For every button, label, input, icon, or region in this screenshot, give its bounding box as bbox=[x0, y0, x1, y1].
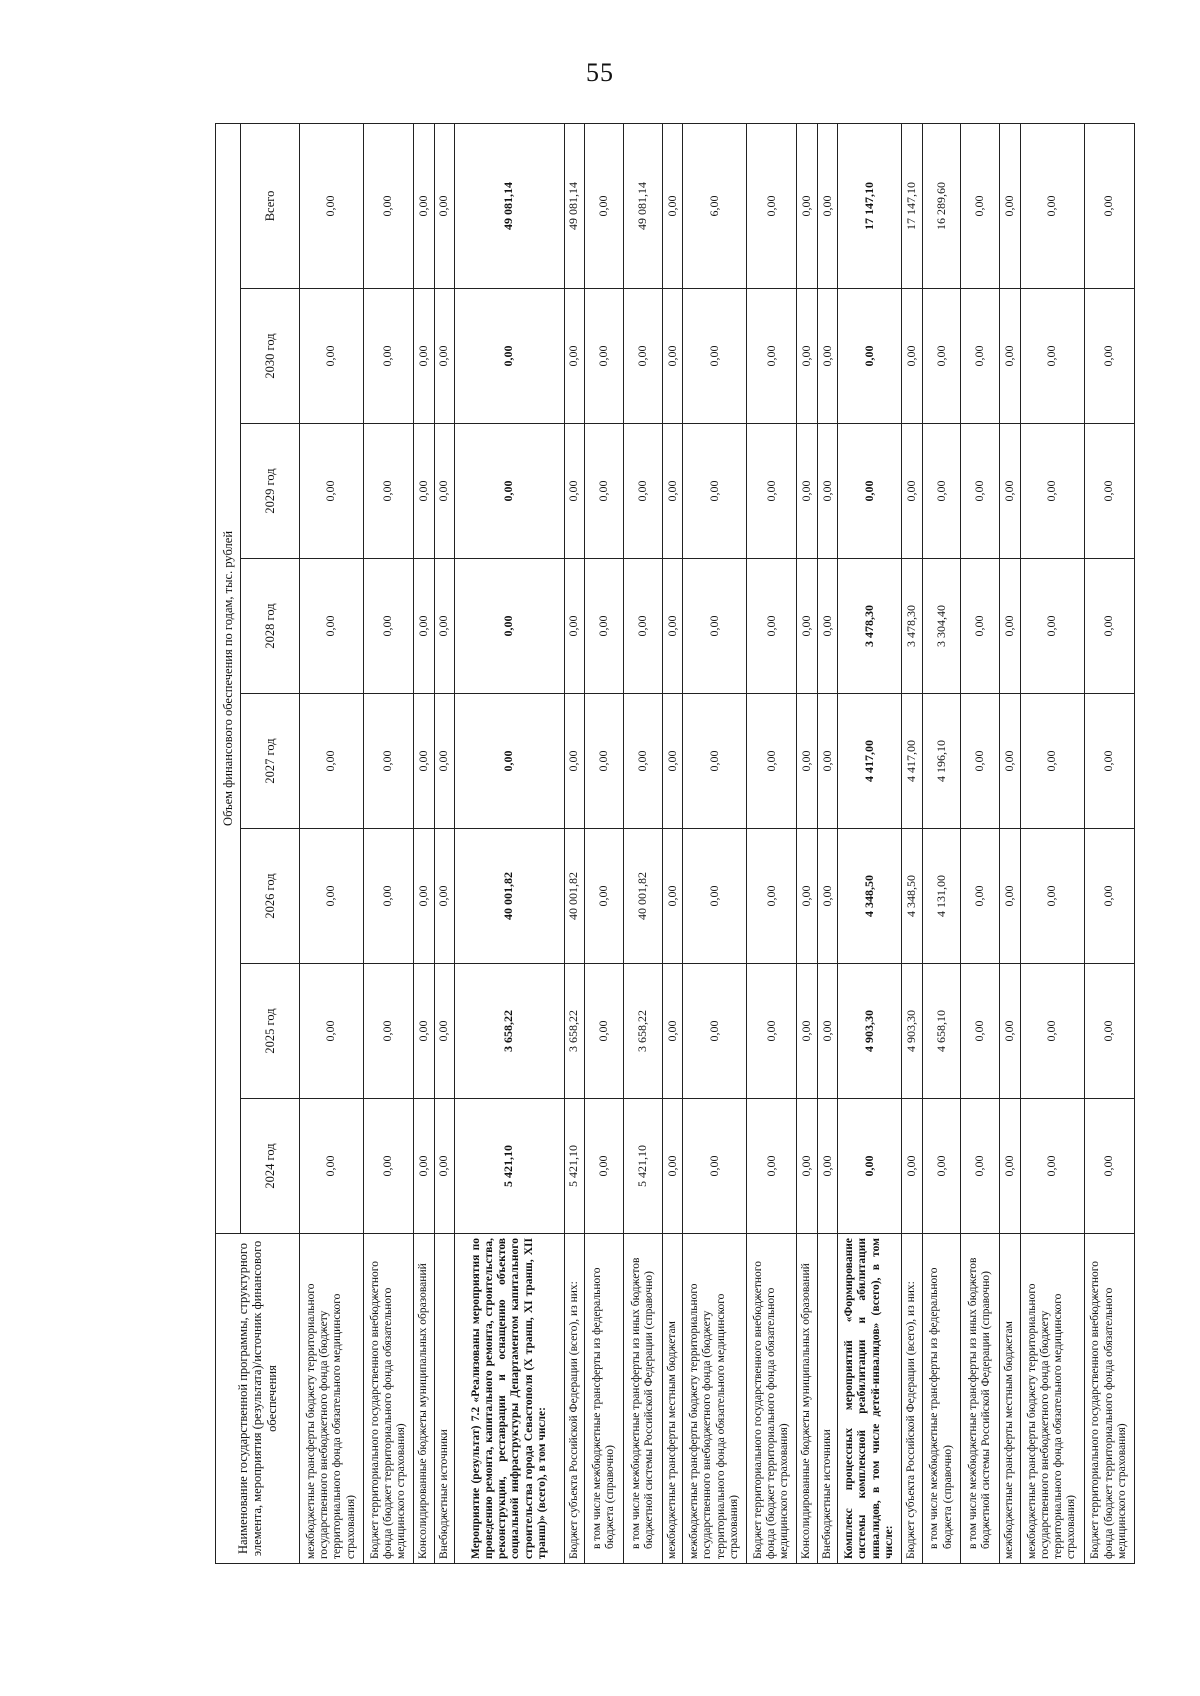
cell-value: 0,00 bbox=[683, 424, 747, 559]
cell-value: 0,00 bbox=[817, 694, 838, 829]
cell-value: 0,00 bbox=[585, 424, 624, 559]
cell-value: 0,00 bbox=[363, 289, 413, 424]
cell-value: 0,00 bbox=[623, 694, 662, 829]
cell-value: 40 001,82 bbox=[564, 829, 585, 964]
cell-value: 0,00 bbox=[300, 829, 364, 964]
cell-value: 0,00 bbox=[922, 289, 961, 424]
cell-value: 0,00 bbox=[413, 964, 434, 1099]
cell-value: 0,00 bbox=[1084, 694, 1134, 829]
table-row bbox=[662, 123, 683, 1563]
table-row bbox=[961, 123, 1000, 1563]
cell-value: 40 001,82 bbox=[623, 829, 662, 964]
cell-value: 0,00 bbox=[747, 1099, 797, 1234]
cell-value: 4 131,00 bbox=[922, 829, 961, 964]
cell-value: 3 478,30 bbox=[838, 559, 902, 694]
cell-value: 0,00 bbox=[434, 964, 455, 1099]
column-header-year: 2028 год bbox=[241, 559, 300, 694]
cell-total: 0,00 bbox=[363, 123, 413, 288]
cell-value: 0,00 bbox=[1000, 829, 1021, 964]
cell-value: 0,00 bbox=[1000, 1099, 1021, 1234]
table-row bbox=[1084, 123, 1134, 1563]
row-label: в том числе межбюджетные трансферты из иных бюджетов бюджетной системы Российской Федерации (справочно) bbox=[623, 1234, 662, 1564]
cell-value: 0,00 bbox=[817, 289, 838, 424]
row-label: в том числе межбюджетные трансферты из федерального бюджета (справочно) bbox=[585, 1234, 624, 1564]
cell-value: 0,00 bbox=[413, 289, 434, 424]
table-row bbox=[455, 123, 565, 1563]
table-row bbox=[300, 123, 364, 1563]
cell-value: 0,00 bbox=[683, 559, 747, 694]
cell-value: 0,00 bbox=[585, 1099, 624, 1234]
cell-value: 0,00 bbox=[1000, 964, 1021, 1099]
cell-total: 16 289,60 bbox=[922, 123, 961, 288]
row-label: Бюджет субъекта Российской Федерации (всего), из них: bbox=[902, 1234, 923, 1564]
cell-total: 17 147,10 bbox=[902, 123, 923, 288]
column-header-year: 2029 год bbox=[241, 424, 300, 559]
cell-value: 0,00 bbox=[797, 1099, 818, 1234]
row-label: в том числе межбюджетные трансферты из федерального бюджета (справочно) bbox=[922, 1234, 961, 1564]
cell-value: 0,00 bbox=[797, 559, 818, 694]
row-label: Консолидированные бюджеты муниципальных образований bbox=[797, 1234, 818, 1564]
cell-value: 0,00 bbox=[797, 694, 818, 829]
cell-value: 0,00 bbox=[300, 424, 364, 559]
cell-value: 0,00 bbox=[838, 289, 902, 424]
cell-value: 0,00 bbox=[585, 694, 624, 829]
cell-value: 3 478,30 bbox=[902, 559, 923, 694]
cell-total: 0,00 bbox=[434, 123, 455, 288]
table-row bbox=[838, 123, 902, 1563]
cell-value: 0,00 bbox=[564, 559, 585, 694]
row-label: межбюджетные трансферты бюджету территориального государственного внебюджетного фонда (бюджету территориального фонда обязательного медицинского страхования) bbox=[1020, 1234, 1084, 1564]
cell-value: 3 304,40 bbox=[922, 559, 961, 694]
cell-value: 0,00 bbox=[961, 964, 1000, 1099]
cell-value: 0,00 bbox=[585, 559, 624, 694]
cell-total: 0,00 bbox=[413, 123, 434, 288]
cell-total: 0,00 bbox=[1000, 123, 1021, 288]
cell-total: 6,00 bbox=[683, 123, 747, 288]
cell-value: 0,00 bbox=[747, 289, 797, 424]
cell-value: 0,00 bbox=[747, 964, 797, 1099]
row-label: Бюджет территориального государственного внебюджетного фонда (бюджет территориального фонда обязательного медицинского страхования) bbox=[363, 1234, 413, 1564]
cell-value: 0,00 bbox=[434, 694, 455, 829]
table-row bbox=[683, 123, 747, 1563]
cell-value: 0,00 bbox=[434, 829, 455, 964]
cell-value: 0,00 bbox=[300, 964, 364, 1099]
cell-value: 0,00 bbox=[902, 424, 923, 559]
page-number: 55 bbox=[586, 58, 614, 87]
cell-value: 0,00 bbox=[961, 1099, 1000, 1234]
cell-total: 49 081,14 bbox=[455, 123, 565, 288]
cell-value: 0,00 bbox=[1020, 964, 1084, 1099]
cell-total: 0,00 bbox=[817, 123, 838, 288]
cell-value: 0,00 bbox=[413, 829, 434, 964]
cell-value: 0,00 bbox=[1084, 1099, 1134, 1234]
cell-value: 0,00 bbox=[817, 829, 838, 964]
cell-value: 4 348,50 bbox=[902, 829, 923, 964]
cell-value: 0,00 bbox=[797, 289, 818, 424]
cell-total: 0,00 bbox=[1084, 123, 1134, 288]
cell-total: 17 147,10 bbox=[838, 123, 902, 288]
table-row bbox=[1020, 123, 1084, 1563]
cell-value: 0,00 bbox=[434, 559, 455, 694]
table-row bbox=[902, 123, 923, 1563]
cell-total: 0,00 bbox=[662, 123, 683, 288]
cell-total: 0,00 bbox=[1020, 123, 1084, 288]
cell-value: 0,00 bbox=[300, 1099, 364, 1234]
cell-value: 0,00 bbox=[961, 559, 1000, 694]
cell-value: 0,00 bbox=[300, 559, 364, 694]
rotated-table-container bbox=[215, 124, 1135, 1564]
cell-value: 0,00 bbox=[747, 829, 797, 964]
cell-value: 0,00 bbox=[747, 424, 797, 559]
row-label: межбюджетные трансферты бюджету территориального государственного внебюджетного фонда (бюджету территориального фонда обязательного медицинского страхования) bbox=[300, 1234, 364, 1564]
table-row bbox=[564, 123, 585, 1563]
column-header-year: 2027 год bbox=[241, 694, 300, 829]
cell-value: 0,00 bbox=[413, 694, 434, 829]
cell-value: 0,00 bbox=[1020, 829, 1084, 964]
cell-value: 0,00 bbox=[961, 829, 1000, 964]
table-row bbox=[434, 123, 455, 1563]
column-header-total: Всего bbox=[241, 123, 300, 288]
cell-value: 5 421,10 bbox=[455, 1099, 565, 1234]
cell-total: 0,00 bbox=[300, 123, 364, 288]
table-row bbox=[363, 123, 413, 1563]
table-row bbox=[623, 123, 662, 1563]
cell-value: 0,00 bbox=[413, 424, 434, 559]
cell-value: 0,00 bbox=[922, 424, 961, 559]
cell-value: 0,00 bbox=[662, 289, 683, 424]
cell-value: 0,00 bbox=[564, 424, 585, 559]
cell-value: 0,00 bbox=[1084, 289, 1134, 424]
cell-value: 0,00 bbox=[363, 829, 413, 964]
cell-value: 0,00 bbox=[434, 289, 455, 424]
cell-value: 0,00 bbox=[434, 1099, 455, 1234]
cell-value: 0,00 bbox=[1084, 559, 1134, 694]
cell-value: 4 658,10 bbox=[922, 964, 961, 1099]
cell-value: 0,00 bbox=[1020, 694, 1084, 829]
cell-value: 0,00 bbox=[363, 559, 413, 694]
cell-value: 4 348,50 bbox=[838, 829, 902, 964]
cell-value: 4 903,30 bbox=[902, 964, 923, 1099]
cell-value: 0,00 bbox=[564, 694, 585, 829]
cell-value: 0,00 bbox=[1084, 424, 1134, 559]
cell-value: 3 658,22 bbox=[564, 964, 585, 1099]
cell-value: 0,00 bbox=[662, 964, 683, 1099]
row-label: Комплекс процессных мероприятий «Формирование системы комплексной реабилитации и абилитации инвалидов, в том числе детей-инвалидов» (всего), в том числе: bbox=[838, 1234, 902, 1564]
table-row bbox=[797, 123, 818, 1563]
cell-value: 0,00 bbox=[363, 964, 413, 1099]
column-header-name: Наименование государственной программы, структурного элемента, мероприятия (результата)/источник финансового обеспечения bbox=[216, 1234, 300, 1564]
row-label: Консолидированные бюджеты муниципальных образований bbox=[413, 1234, 434, 1564]
cell-value: 0,00 bbox=[961, 289, 1000, 424]
cell-value: 3 658,22 bbox=[455, 964, 565, 1099]
row-label: Внебюджетные источники bbox=[434, 1234, 455, 1564]
cell-value: 0,00 bbox=[747, 559, 797, 694]
cell-value: 0,00 bbox=[363, 1099, 413, 1234]
cell-value: 0,00 bbox=[817, 559, 838, 694]
cell-value: 0,00 bbox=[747, 694, 797, 829]
cell-value: 0,00 bbox=[585, 289, 624, 424]
cell-value: 0,00 bbox=[1000, 289, 1021, 424]
cell-total: 0,00 bbox=[585, 123, 624, 288]
cell-value: 0,00 bbox=[300, 289, 364, 424]
cell-value: 0,00 bbox=[455, 559, 565, 694]
table-row bbox=[922, 123, 961, 1563]
cell-total: 49 081,14 bbox=[564, 123, 585, 288]
cell-value: 0,00 bbox=[817, 424, 838, 559]
cell-value: 0,00 bbox=[662, 829, 683, 964]
cell-value: 0,00 bbox=[797, 424, 818, 559]
row-label: межбюджетные трансферты местным бюджетам bbox=[1000, 1234, 1021, 1564]
cell-value: 0,00 bbox=[683, 964, 747, 1099]
cell-value: 40 001,82 bbox=[455, 829, 565, 964]
cell-value: 0,00 bbox=[585, 829, 624, 964]
table-row bbox=[817, 123, 838, 1563]
table-row bbox=[585, 123, 624, 1563]
cell-value: 0,00 bbox=[300, 694, 364, 829]
cell-total: 0,00 bbox=[961, 123, 1000, 288]
cell-value: 0,00 bbox=[1084, 964, 1134, 1099]
cell-value: 0,00 bbox=[363, 424, 413, 559]
cell-value: 0,00 bbox=[817, 1099, 838, 1234]
column-header-year: 2024 год bbox=[241, 1099, 300, 1234]
cell-value: 0,00 bbox=[797, 829, 818, 964]
cell-value: 0,00 bbox=[1000, 694, 1021, 829]
cell-value: 0,00 bbox=[817, 964, 838, 1099]
cell-value: 0,00 bbox=[434, 424, 455, 559]
cell-value: 3 658,22 bbox=[623, 964, 662, 1099]
cell-value: 0,00 bbox=[662, 424, 683, 559]
cell-total: 0,00 bbox=[747, 123, 797, 288]
cell-total: 0,00 bbox=[797, 123, 818, 288]
cell-value: 0,00 bbox=[623, 559, 662, 694]
cell-value: 0,00 bbox=[662, 1099, 683, 1234]
cell-value: 4 417,00 bbox=[838, 694, 902, 829]
cell-value: 0,00 bbox=[683, 1099, 747, 1234]
row-label: Бюджет территориального государственного внебюджетного фонда (бюджет территориального фонда обязательного медицинского страхования) bbox=[747, 1234, 797, 1564]
cell-value: 0,00 bbox=[922, 1099, 961, 1234]
cell-value: 0,00 bbox=[1020, 424, 1084, 559]
row-label: в том числе межбюджетные трансферты из иных бюджетов бюджетной системы Российской Федерации (справочно) bbox=[961, 1234, 1000, 1564]
cell-value: 0,00 bbox=[1020, 559, 1084, 694]
row-label: Внебюджетные источники bbox=[817, 1234, 838, 1564]
cell-value: 0,00 bbox=[902, 1099, 923, 1234]
cell-value: 0,00 bbox=[564, 289, 585, 424]
row-label: межбюджетные трансферты бюджету территориального государственного внебюджетного фонда (бюджету территориального фонда обязательного медицинского страхования) bbox=[683, 1234, 747, 1564]
cell-value: 0,00 bbox=[1020, 289, 1084, 424]
column-group-header: Объем финансового обеспечения по годам, тыс. рублей bbox=[216, 123, 241, 1233]
cell-value: 0,00 bbox=[961, 424, 1000, 559]
cell-value: 0,00 bbox=[838, 1099, 902, 1234]
cell-value: 0,00 bbox=[413, 559, 434, 694]
financing-table bbox=[215, 123, 1135, 1564]
cell-value: 0,00 bbox=[1000, 559, 1021, 694]
cell-value: 4 417,00 bbox=[902, 694, 923, 829]
cell-value: 0,00 bbox=[662, 694, 683, 829]
table-row bbox=[747, 123, 797, 1563]
cell-value: 0,00 bbox=[455, 289, 565, 424]
column-header-year: 2025 год bbox=[241, 964, 300, 1099]
table-row bbox=[413, 123, 434, 1563]
cell-value: 4 903,30 bbox=[838, 964, 902, 1099]
column-header-year: 2030 год bbox=[241, 289, 300, 424]
cell-value: 0,00 bbox=[902, 289, 923, 424]
cell-value: 0,00 bbox=[585, 964, 624, 1099]
cell-value: 0,00 bbox=[363, 694, 413, 829]
cell-value: 4 196,10 bbox=[922, 694, 961, 829]
cell-value: 0,00 bbox=[455, 694, 565, 829]
row-label: Мероприятие (результат) 7.2 «Реализованы мероприятия по проведению ремонта, капитального ремонта, строительства, реконструкции, реставрации и оснащению объектов социальной инфраструктуры Департаментом капитального строительства города Севастополя (X транш, XI транш, XII транш)» (всего), в том числе: bbox=[455, 1234, 565, 1564]
table-row bbox=[1000, 123, 1021, 1563]
cell-value: 0,00 bbox=[623, 289, 662, 424]
cell-value: 0,00 bbox=[961, 694, 1000, 829]
table-body bbox=[300, 123, 1135, 1563]
cell-value: 0,00 bbox=[683, 829, 747, 964]
cell-value: 0,00 bbox=[797, 964, 818, 1099]
cell-value: 0,00 bbox=[455, 424, 565, 559]
cell-value: 5 421,10 bbox=[564, 1099, 585, 1234]
row-label: межбюджетные трансферты местным бюджетам bbox=[662, 1234, 683, 1564]
row-label: Бюджет субъекта Российской Федерации (всего), из них: bbox=[564, 1234, 585, 1564]
cell-value: 0,00 bbox=[838, 424, 902, 559]
cell-value: 0,00 bbox=[662, 559, 683, 694]
cell-value: 0,00 bbox=[623, 424, 662, 559]
cell-value: 0,00 bbox=[683, 289, 747, 424]
cell-value: 0,00 bbox=[1020, 1099, 1084, 1234]
cell-value: 0,00 bbox=[413, 1099, 434, 1234]
row-label: Бюджет территориального государственного внебюджетного фонда (бюджет территориального фонда обязательного медицинского страхования) bbox=[1084, 1234, 1134, 1564]
cell-value: 0,00 bbox=[1000, 424, 1021, 559]
column-header-year: 2026 год bbox=[241, 829, 300, 964]
cell-value: 0,00 bbox=[683, 694, 747, 829]
cell-value: 0,00 bbox=[1084, 829, 1134, 964]
cell-total: 49 081,14 bbox=[623, 123, 662, 288]
cell-value: 5 421,10 bbox=[623, 1099, 662, 1234]
